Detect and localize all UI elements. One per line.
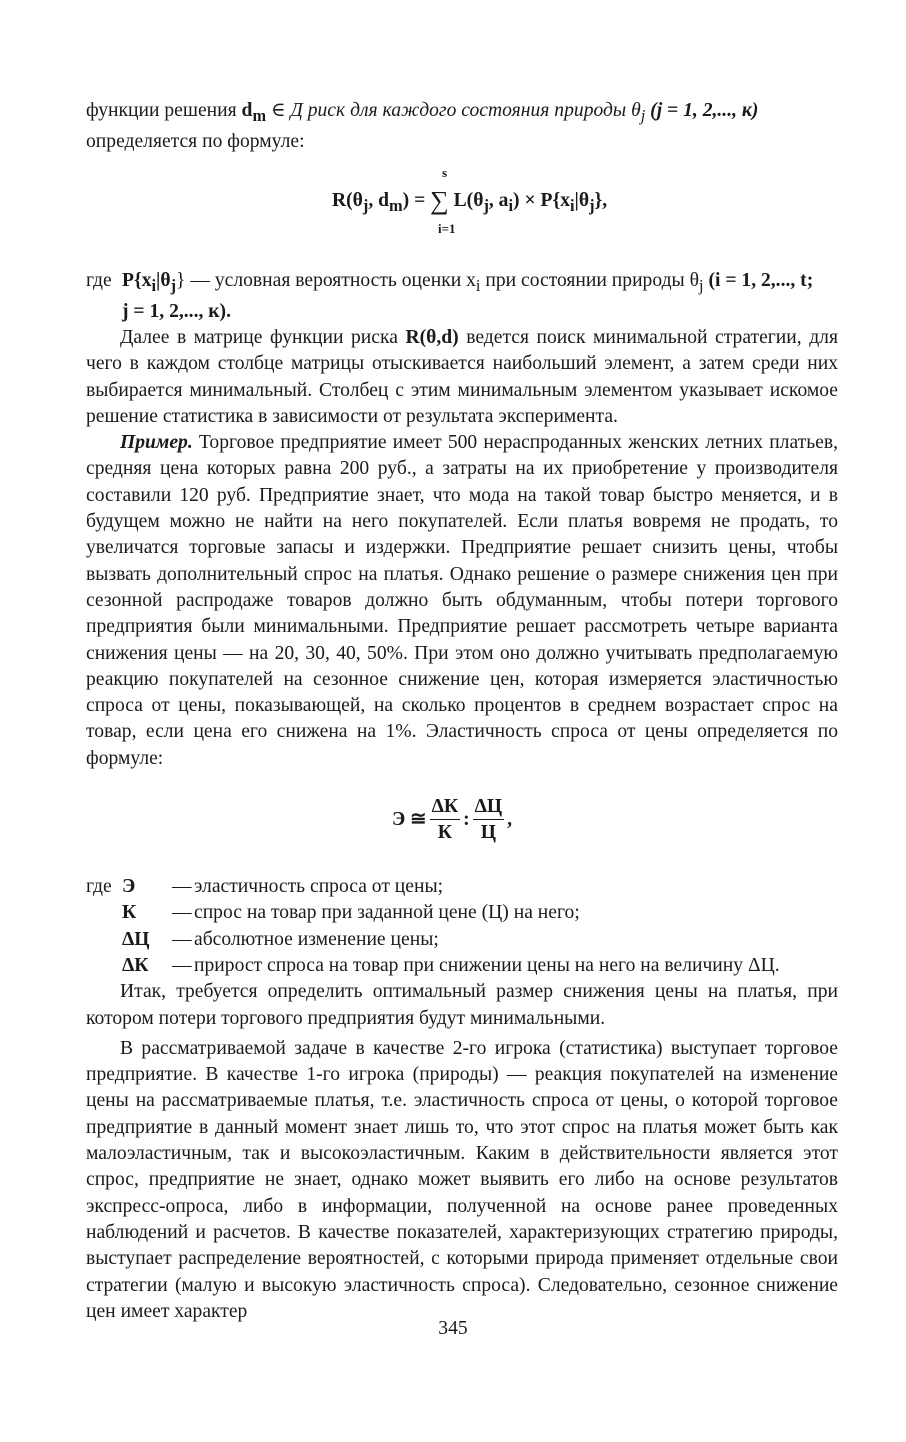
where-label xyxy=(86,953,122,979)
symbol-d: d xyxy=(241,100,253,121)
formula-part: |θ xyxy=(574,189,590,211)
subscript: j xyxy=(640,105,646,125)
numerator: ΔЦ xyxy=(473,795,505,820)
text-run: определяется по формуле: xyxy=(86,131,305,153)
formula-part: , a xyxy=(488,189,509,211)
text-run: Торговое предприятие имеет 500 нераспроданных женских летних платьев, средняя цена которых равна 200 руб., а затраты на их приобретение у производителя составили 120 руб. Предприятие знает, что мода на такой товар быстро меняется, и в будущем можно не найти на него покупателей. Если платья вовремя не продать, то увеличатся торговые запасы и издержки. Предприятие решает снизить цены, чтобы вызвать дополнительный спрос на платья. Однако решение о размере снижения цен при сезонной распродаже товаров должно быть обдуманным, чтобы потери торгового предприятия были минимальными. Предприятие решает рассмотреть четыре варианта снижения цены — на 20, 30, 40, 50%. При этом оно должно учитывать предполагаемую реакцию покупателей на сезонное снижение цен, которая измеряется эластичностью спроса от цены, показывающей, на сколько процентов в среднем возрастает спрос на товар, если цена его снижена на 1%. Эластичность спроса от цены определяется по формуле: xyxy=(86,432,838,769)
dash: — xyxy=(172,928,192,950)
subscript: j xyxy=(699,275,704,295)
symbol-description: спрос на товар при заданной цене (Ц) на него; xyxy=(194,902,580,924)
text-run: ∈ Д риск для каждого состояния природы θ xyxy=(266,100,641,121)
risk-function: R(θ,d) xyxy=(405,327,459,348)
formula-part: |θ xyxy=(156,269,171,291)
where-label: где xyxy=(86,876,112,898)
sum-lower-limit: i=1 xyxy=(438,220,456,236)
subscript: i xyxy=(570,195,575,215)
dash: — xyxy=(172,954,192,976)
subscript: j xyxy=(170,275,177,295)
formula-part: , xyxy=(507,808,513,830)
text-run: ведется поиск минимальной стратегии, для чего в каждом столбце матрицы отыскивается наибольший элемент, а затем среди них выбирается минимальный. Столбец с этим минимальным элементом указывает искомое решение статистика в зависимости от результата эксперимента. xyxy=(86,327,838,427)
formula-expression xyxy=(332,185,608,219)
game-setup-paragraph: В рассматриваемой задаче в качестве 2-го игрока (статистика) выступает торговое предприятие. В качестве 1-го игрока (природы) — реакция покупателей на изменение цены на рассматриваемые платья, т.е. эластичность спроса от цены, о которой торговое предприятие в данный момент знает лишь то, что этот спрос на платья может быть как малоэластичным, так и высокоэластичным. Каким в действительности является этот спрос, предприятие не знает, однако может выявить его либо на основе результатов экспресс-опроса, либо в информации, полученной на основе ранее проведенных наблюдений и расчетов. В качестве показателей, характеризующих стратегию природы, выступает распределение вероятностей, с которыми природа применяет отдельные свои стратегии (малую и высокую эластичность спроса). Следовательно, сезонное снижение цен имеет характер xyxy=(86,1037,838,1322)
legend-row xyxy=(86,268,838,299)
text-run: Далее в матрице функции риска xyxy=(120,327,406,348)
symbol-name: К xyxy=(122,902,137,924)
symbol-row xyxy=(86,927,838,953)
intro-paragraph xyxy=(86,98,838,156)
symbol-name: ΔК xyxy=(122,954,149,976)
denominator: Ц xyxy=(480,821,496,843)
index-range: j = 1, 2,..., к). xyxy=(122,300,231,322)
symbol-name: Э xyxy=(122,876,136,898)
symbol-legend xyxy=(86,874,838,979)
formula-part: }, xyxy=(594,189,608,211)
subscript: j xyxy=(362,195,369,215)
where-label: где xyxy=(86,269,112,291)
formula-part: R(θ xyxy=(332,189,363,211)
example-paragraph xyxy=(86,430,838,772)
formula-part: : xyxy=(463,808,470,830)
denominator: К xyxy=(437,821,452,843)
elasticity-formula xyxy=(66,772,838,868)
where-label xyxy=(86,927,122,953)
subscript: m xyxy=(252,105,267,125)
symbol-name: ΔЦ xyxy=(122,928,150,950)
fraction xyxy=(430,795,461,846)
text-run: функции решения xyxy=(86,100,242,121)
symbol-description: прирост спроса на товар при снижении цены на него на величину ΔЦ. xyxy=(194,954,780,976)
page-number: 345 xyxy=(438,1318,468,1339)
formula-part: P{x xyxy=(122,269,152,291)
subscript: m xyxy=(389,195,403,215)
legend-row xyxy=(86,299,838,325)
example-label: Пример. xyxy=(120,432,193,454)
formula-part: L(θ xyxy=(448,189,484,211)
text-run: } — условная вероятность оценки x xyxy=(176,269,476,291)
formula-legend xyxy=(86,268,838,326)
sum-upper-limit: s xyxy=(442,164,448,180)
sigma-icon: ∑ xyxy=(430,185,449,215)
index-range: (j = 1, 2,..., к) xyxy=(645,100,759,121)
where-label xyxy=(86,900,122,926)
subscript: i xyxy=(508,195,514,215)
subscript: i xyxy=(475,275,481,295)
symbol-description: абсолютное изменение цены; xyxy=(194,928,439,950)
formula-part: ) × P{x xyxy=(513,189,570,211)
page-body xyxy=(86,98,838,1325)
symbol-row xyxy=(86,874,838,900)
dash: — xyxy=(172,876,192,898)
subscript: j xyxy=(483,195,489,215)
symbol-row xyxy=(86,953,838,979)
fraction xyxy=(473,795,505,846)
goal-paragraph: Итак, требуется определить оптимальный размер снижения цены на платья, при котором потери торгового предприятия будут минимальными. xyxy=(86,981,838,1029)
index-range: (i = 1, 2,..., t; xyxy=(703,269,814,291)
symbol-row xyxy=(86,900,838,926)
numerator: ΔК xyxy=(430,795,461,820)
risk-formula xyxy=(332,156,652,268)
symbol-description: эластичность спроса от цены; xyxy=(194,876,444,898)
text-run: при состоянии природы θ xyxy=(480,269,700,291)
formula-part: ) = xyxy=(402,189,431,211)
subscript: j xyxy=(589,195,595,215)
legend-text xyxy=(122,268,813,299)
minimax-paragraph xyxy=(86,325,838,430)
dash: — xyxy=(172,902,192,924)
formula-part: Э ≅ xyxy=(391,808,427,830)
formula-part: , d xyxy=(368,189,390,211)
subscript: i xyxy=(151,275,157,295)
